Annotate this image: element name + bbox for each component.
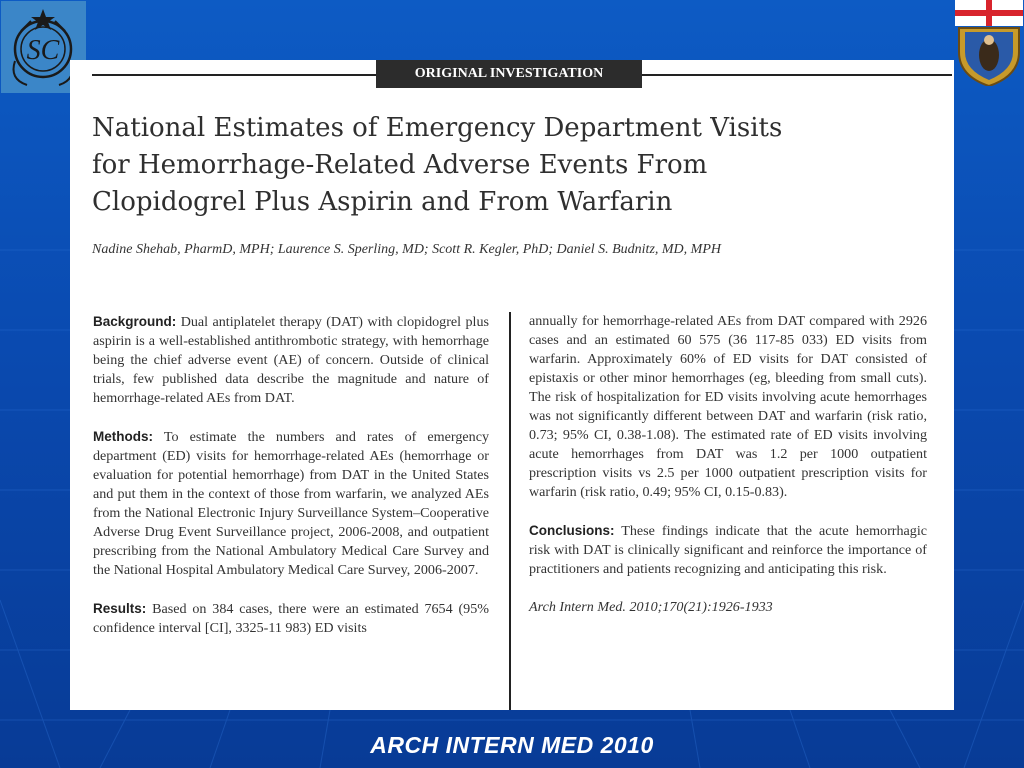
title-line: National Estimates of Emergency Department Visits: [92, 113, 783, 143]
results-continued: annually for hemorrhage-related AEs from DAT compared with 2926 cases and an estimated 60 575 (36 117-85 033) ED visits from warfarin. Approximately 60% of ED visits for DAT consisted of epistaxis or other minor hemorrhages (eg, bleeding from small cuts). The risk of hospitalization for ED visits involving acute hemorrhages was not significantly different between DAT and warfarin (risk ratio, 0.73; 95% CI, 0.38-1.08). The estimated rate of ED visits involving acute hemorrhages from DAT was 1.2 per 1000 outpatient prescription visits vs 2.5 per 1000 outpatient prescription visits for warfarin (risk ratio, 0.49; 95% CI, 0.15-0.83).: [529, 313, 927, 500]
results-text: Based on 384 cases, there were an estimated 7654 (95% confidence interval [CI], 3325-11 983) ED visits: [93, 601, 489, 636]
article-title: [92, 110, 932, 221]
crest-logo: [955, 0, 1023, 86]
title-line: Clopidogrel Plus Aspirin and From Warfarin: [92, 187, 673, 217]
methods-text: To estimate the numbers and rates of emergency department (ED) visits for hemorrhage-related AEs (hemorrhage or evaluation for potential hemorrhage) from DAT in the United States and put them in the context of those from warfarin, we analyzed AEs from the National Electronic Injury Surveillance System–Cooperative Adverse Drug Event Surveillance project, 2006-2008, and outpatient prescribing from the National Ambulatory Medical Care Survey and the National Hospital Ambulatory Medical Care Survey, 2006-2007.: [93, 429, 489, 578]
section-label: ORIGINAL INVESTIGATION: [376, 60, 642, 88]
journal-citation: Arch Intern Med. 2010;170(21):1926-1933: [529, 599, 773, 615]
results-heading: Results:: [93, 601, 147, 616]
slide-caption: ARCH INTERN MED 2010: [370, 732, 654, 758]
header-rule: [92, 74, 376, 76]
title-line: for Hemorrhage-Related Adverse Events From: [92, 150, 708, 180]
abstract-left-column: [93, 312, 489, 657]
background-paragraph: [93, 312, 489, 408]
conclusions-heading: Conclusions:: [529, 523, 615, 538]
conclusions-text: These findings indicate that the acute hemorrhagic risk with DAT is clinically significant and reinforce the importance of practitioners and patients recognizing and anticipating this risk.: [529, 523, 927, 577]
author-list: Nadine Shehab, PharmD, MPH; Laurence S. Sperling, MD; Scott R. Kegler, PhD; Daniel S. Budnitz, MD, MPH: [92, 242, 721, 257]
methods-paragraph: [93, 427, 489, 580]
background-text: Dual antiplatelet therapy (DAT) with clopidogrel plus aspirin is a well-established antithrombotic strategy, with hemorrhage being the chief adverse event (AE) of concern. Outside of clinical trials, few published data describe the magnitude and nature of hemorrhage-related AEs from DAT.: [93, 314, 489, 406]
column-divider: [509, 312, 511, 710]
methods-heading: Methods:: [93, 429, 153, 444]
header-rule: [642, 74, 952, 76]
abstract-right-column: [529, 312, 927, 636]
results-paragraph: [93, 599, 489, 638]
article-page: [70, 60, 954, 710]
background-heading: Background:: [93, 314, 177, 329]
conclusions-paragraph: [529, 521, 927, 579]
logo-monogram: SC: [26, 35, 60, 66]
